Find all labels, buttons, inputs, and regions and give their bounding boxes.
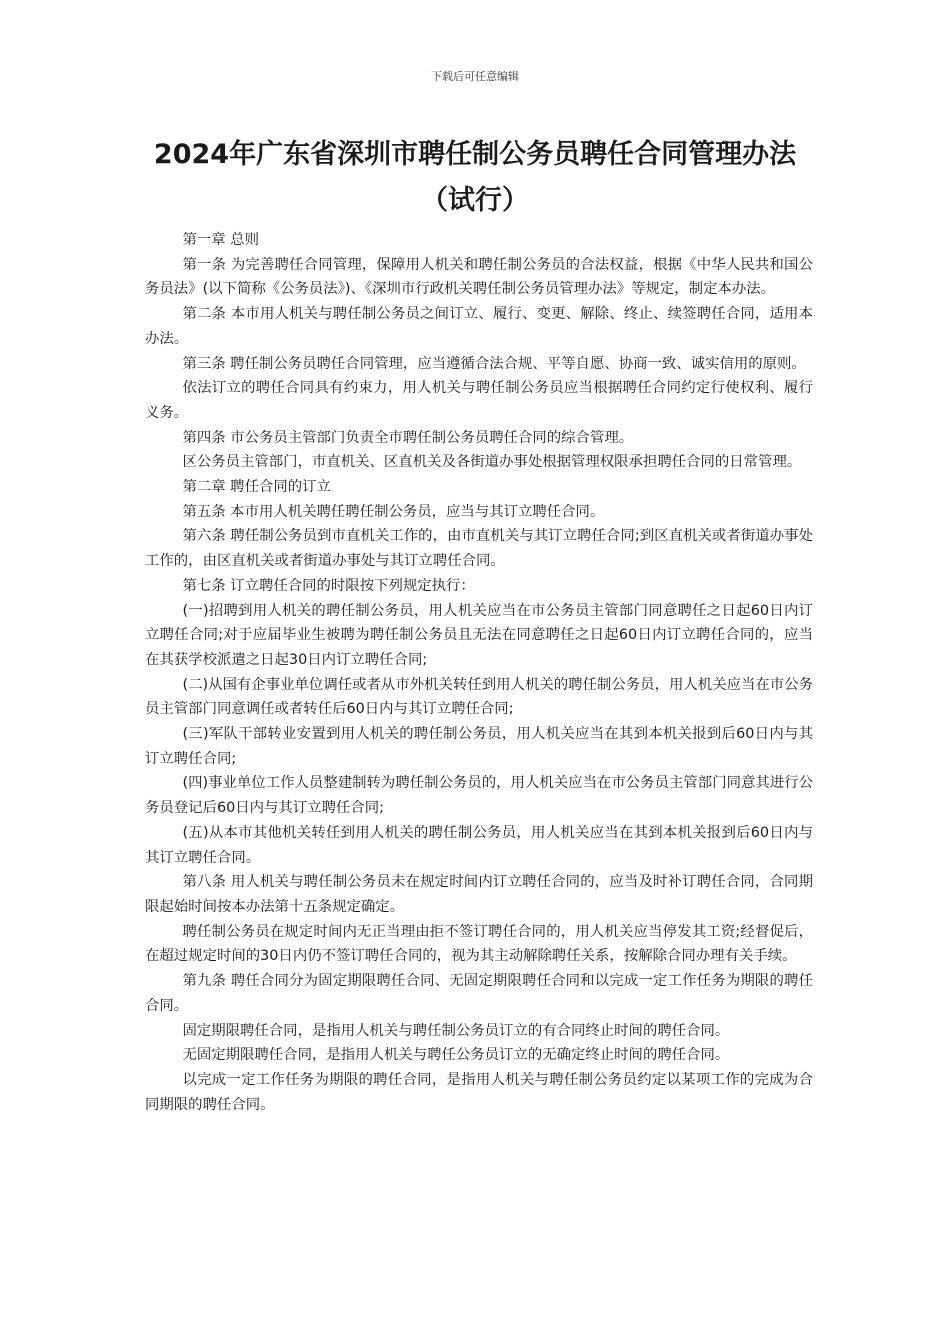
article-paragraph: 第五条 本市用人机关聘任聘任制公务员，应当与其订立聘任合同。 (182, 503, 605, 520)
article-paragraph: 第二条 本市用人机关与聘任制公务员之间订立、履行、变更、解除、终止、续签聘任合同，适用本办法。 (145, 306, 813, 347)
chapter-heading: 第二章 聘任合同的订立 (182, 479, 331, 496)
body-paragraph: 依法订立的聘任合同具有约束力，用人机关与聘任制公务员应当根据聘任合同约定行使权利、履行义务。 (145, 380, 813, 421)
article-paragraph: 第四条 市公务员主管部门负责全市聘任制公务员聘任合同的综合管理。 (182, 429, 634, 446)
article-paragraph: 第七条 订立聘任合同的时限按下列规定执行： (182, 577, 475, 594)
list-item: (二)从国有企事业单位调任或者从市外机关转任到用人机关的聘任制公务员，用人机关应当在市公务员主管部门同意调任或者转任后60日内与其订立聘任合同; (145, 676, 813, 718)
article-paragraph: 第九条 聘任合同分为固定期限聘任合同、无固定期限聘任合同和以完成一定工作任务为期限的聘任合同。 (145, 973, 813, 1014)
body-paragraph: 以完成一定工作任务为期限的聘任合同，是指用人机关与聘任制公务员约定以某项工作的完成为合同期限的聘任合同。 (145, 1071, 813, 1113)
document-title: 2024年广东省深圳市聘任制公务员聘任合同管理办法（试行） (153, 139, 797, 216)
article-paragraph: 第三条 聘任制公务员聘任合同管理，应当遵循合法合规、平等自愿、协商一致、诚实信用的原则。 (182, 355, 806, 372)
list-item: (五)从本市其他机关转任到用人机关的聘任制公务员，用人机关应当在其到本机关报到后60日内与其订立聘任合同。 (145, 824, 813, 866)
document-body (145, 228, 813, 1117)
body-paragraph: 无固定期限聘任合同，是指用人机关与聘任公务员订立的无确定终止时间的聘任合同。 (182, 1047, 730, 1064)
list-item: (一)招聘到用人机关的聘任制公务员，用人机关应当在市公务员主管部门同意聘任之日起60日内订立聘任合同;对于应届毕业生被聘为聘任制公务员且无法在同意聘任之日起60日内订立聘任合同的，应当在其获学校派遣之日起30日内订立聘任合同; (145, 602, 813, 668)
article-paragraph: 第八条 用人机关与聘任制公务员未在规定时间内订立聘任合同的，应当及时补订聘任合同，合同期限起始时间按本办法第十五条规定确定。 (145, 874, 813, 915)
article-paragraph: 第一条 为完善聘任合同管理，保障用人机关和聘任制公务员的合法权益，根据《中华人民共和国公务员法》(以下简称《公务员法》)、《深圳市行政机关聘任制公务员管理办法》等规定，制定本办法。 (145, 256, 813, 298)
list-item: (四)事业单位工作人员整建制转为聘任制公务员的，用人机关应当在市公务员主管部门同意其进行公务员登记后60日内与其订立聘任合同; (145, 775, 813, 817)
article-paragraph: 第六条 聘任制公务员到市直机关工作的，由市直机关与其订立聘任合同;到区直机关或者街道办事处工作的，由区直机关或者街道办事处与其订立聘任合同。 (145, 528, 813, 570)
body-paragraph: 聘任制公务员在规定时间内无正当理由拒不签订聘任合同的，用人机关应当停发其工资;经督促后，在超过规定时间的30日内仍不签订聘任合同的，视为其主动解除聘任关系，按解除合同办理有关手续。 (145, 923, 813, 965)
body-paragraph: 固定期限聘任合同，是指用人机关与聘任制公务员订立的有合同终止时间的聘任合同。 (182, 1022, 730, 1039)
list-item: (三)军队干部转业安置到用人机关的聘任制公务员，用人机关应当在其到本机关报到后60日内与其订立聘任合同; (145, 726, 813, 767)
chapter-heading: 第一章 总则 (182, 232, 259, 248)
body-paragraph: 区公务员主管部门，市直机关、区直机关及各街道办事处根据管理权限承担聘任合同的日常管理。 (182, 454, 802, 471)
header-note: 下载后可任意编辑 (431, 70, 519, 83)
